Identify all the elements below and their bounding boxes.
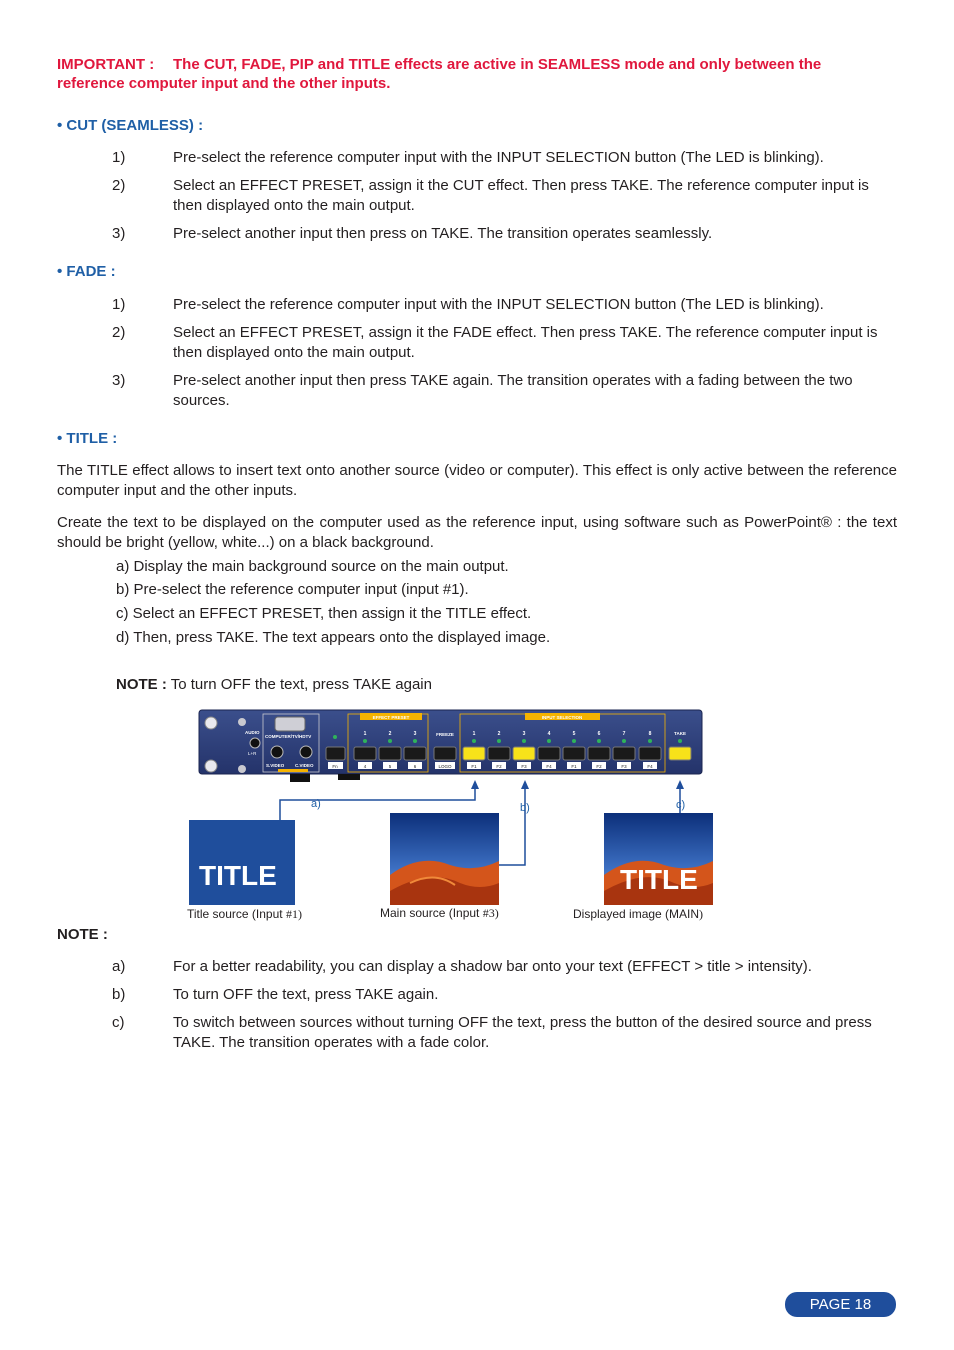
note-item-b [112, 985, 882, 1005]
note-item-text: For a better readability, you can display a shadow bar onto your text (EFFECT > title > intensity). [173, 958, 812, 975]
cut-step-1 [112, 148, 882, 168]
step-number: 1) [112, 296, 126, 313]
caption-2-num: #3) [482, 906, 499, 920]
led [648, 739, 652, 743]
title-heading: • TITLE : [57, 430, 118, 447]
input-number: 8 [648, 731, 652, 737]
caption-2-main: Main source (Input [380, 906, 483, 920]
rack-hole-top [205, 717, 217, 729]
caption-displayed-image [573, 907, 703, 922]
audio-jack [250, 738, 260, 748]
caption-title-source [187, 907, 302, 922]
title-paragraph-2: Create the text to be displayed on the computer used as the reference input, using software such as PowerPoint® : the text should be bright (yellow, white...) on a black background. [57, 514, 897, 551]
fn-button[interactable] [326, 747, 345, 760]
title-source-text: TITLE [199, 860, 277, 891]
note-item-letter: c) [112, 1014, 125, 1031]
input-number: 2 [497, 731, 501, 737]
led [622, 739, 626, 743]
input-tag-label: F1 [471, 764, 477, 769]
step-number: 2) [112, 324, 126, 341]
input-tag-label: F3 [621, 764, 627, 769]
input-selection-button[interactable] [639, 747, 661, 760]
vga-connector [275, 717, 305, 731]
led [363, 739, 367, 743]
svideo-label: S.VIDEO [266, 763, 285, 768]
input-number: 4 [547, 731, 551, 737]
displayed-title-text: TITLE [620, 864, 698, 895]
led [388, 739, 392, 743]
step-text: Select an EFFECT PRESET, assign it the CUT effect. Then press TAKE. The reference computer input is then displayed onto the main output. [173, 177, 869, 214]
led [413, 739, 417, 743]
step-number: 2) [112, 177, 126, 194]
led [522, 739, 526, 743]
audio-label: AUDIO [245, 730, 260, 735]
led [678, 739, 682, 743]
caption-3-main: Displayed image (MAIN [573, 907, 700, 921]
note-item-letter: a) [112, 958, 126, 975]
note-item-text: To turn OFF the text, press TAKE again. [173, 986, 439, 1003]
step-number: 1) [112, 149, 126, 166]
led [597, 739, 601, 743]
led [572, 739, 576, 743]
step-text: Pre-select the reference computer input with the INPUT SELECTION button (The LED is blinking). [173, 149, 824, 166]
arrowhead-c [676, 780, 684, 789]
freeze-label: FREEZE [436, 732, 454, 737]
step-number: 3) [112, 225, 126, 242]
caption-1-main: Title source (Input [187, 907, 286, 921]
title-note-text: To turn OFF the text, press TAKE again [170, 676, 432, 693]
title-note-lead: NOTE : [116, 676, 167, 693]
input-tag-label: F4 [647, 764, 653, 769]
arrowhead-b [521, 780, 529, 789]
led [333, 735, 337, 739]
title-note [116, 676, 432, 693]
led [472, 739, 476, 743]
important-text: The CUT, FADE, PIP and TITLE effects are active in SEAMLESS mode and only between the reference computer input and the other inputs. [57, 56, 822, 92]
main-source-thumbnail [390, 813, 499, 905]
led [547, 739, 551, 743]
fade-step-2 [112, 323, 882, 363]
caption-main-source [380, 906, 499, 921]
input-tag-label: F3 [521, 764, 527, 769]
preset-number: 3 [413, 731, 417, 737]
take-button[interactable] [669, 747, 691, 760]
connector-b [498, 788, 525, 865]
cut-step-3 [112, 224, 882, 244]
input-number: 6 [597, 731, 601, 737]
title-substep-c: c) Select an EFFECT PRESET, then assign it the TITLE effect. [116, 605, 532, 622]
label-a: a) [311, 798, 321, 810]
displayed-image-thumbnail [604, 813, 713, 905]
arrowhead-a [471, 780, 479, 789]
step-text: Pre-select another input then press on TAKE. The transition operates seamlessly. [173, 225, 713, 242]
effect-preset-button[interactable] [404, 747, 426, 760]
input-selection-button[interactable] [538, 747, 560, 760]
note-item-c [112, 1013, 882, 1053]
title-paragraph-1: The TITLE effect allows to insert text onto another source (video or computer). This effect is only active between the reference computer input and the other inputs. [57, 462, 897, 499]
preset-tag-label: 5 [388, 764, 392, 769]
input-number: 1 [472, 731, 476, 737]
preset-number: 1 [363, 731, 367, 737]
fade-step-1 [112, 295, 882, 315]
input-tag-label: F2 [596, 764, 602, 769]
computer-label: COMPUTER/TV/HDTV [265, 734, 312, 739]
note-item-a [112, 957, 882, 977]
led [497, 739, 501, 743]
input-tag-label: F4 [546, 764, 552, 769]
note-heading: NOTE : [57, 926, 108, 943]
input-selection-button[interactable] [563, 747, 585, 760]
title-substep-b: b) Pre-select the reference computer input (input #1). [116, 581, 469, 598]
title-substep-d: d) Then, press TAKE. The text appears onto the displayed image. [116, 629, 551, 646]
input-tag-label: F1 [571, 764, 577, 769]
fade-step-3 [112, 371, 882, 411]
label-c: c) [676, 799, 686, 811]
note-item-letter: b) [112, 986, 126, 1003]
lr-label: L+R [248, 751, 257, 756]
note-item-text: To switch between sources without turning OFF the text, press the button of the desired source and press TAKE. The transition operates with a fade color. [173, 1014, 872, 1051]
step-text: Select an EFFECT PRESET, assign it the FADE effect. Then press TAKE. The reference computer input is then displayed onto the main output. [173, 324, 878, 361]
preset-tag-label: 4 [363, 764, 367, 769]
effect-preset-label: EFFECT PRESET [372, 715, 410, 720]
cut-step-2 [112, 176, 882, 216]
logo-label: LOGO [438, 764, 452, 769]
video-stripe [278, 769, 308, 772]
title-substep-a: a) Display the main background source on the main output. [116, 558, 509, 575]
input-tag-label: F2 [496, 764, 502, 769]
input-number: 5 [572, 731, 576, 737]
input-selection-label: INPUT SELECTION [541, 715, 583, 720]
take-label: TAKE [674, 731, 686, 736]
step-text: Pre-select the reference computer input with the INPUT SELECTION button (The LED is blinking). [173, 296, 824, 313]
important-notice [57, 55, 887, 93]
svideo-jack [271, 746, 283, 758]
preset-number: 2 [388, 731, 392, 737]
input-selection-button[interactable] [588, 747, 610, 760]
step-number: 3) [112, 372, 126, 389]
caption-3-num: ) [699, 907, 704, 921]
device-front-panel [195, 705, 705, 785]
preset-tag-label: 6 [413, 764, 417, 769]
important-lead: IMPORTANT : [57, 56, 155, 73]
screw-bottom [238, 765, 246, 773]
rack-hole-bottom [205, 760, 217, 772]
input-selection-button[interactable] [488, 747, 510, 760]
cut-heading: • CUT (SEAMLESS) : [57, 117, 204, 134]
effect-preset-button[interactable] [379, 747, 401, 760]
label-b: b) [520, 802, 530, 814]
input-number: 3 [522, 731, 526, 737]
fn-label: Fn [332, 764, 338, 769]
step-text: Pre-select another input then press TAKE again. The transition operates with a fading between the two sources. [173, 372, 853, 409]
input-selection-button[interactable] [463, 747, 485, 760]
fade-heading: • FADE : [57, 263, 116, 280]
caption-1-num: #1) [285, 907, 302, 921]
effect-preset-button[interactable] [354, 747, 376, 760]
page-number-badge: PAGE 18 [785, 1292, 896, 1317]
screw-top [238, 718, 246, 726]
input-selection-button[interactable] [513, 747, 535, 760]
title-source-thumbnail [189, 820, 295, 905]
freeze-button[interactable] [434, 747, 456, 760]
cvideo-jack [300, 746, 312, 758]
input-number: 7 [622, 731, 626, 737]
input-selection-button[interactable] [613, 747, 635, 760]
cvideo-label: C.VIDEO [295, 763, 314, 768]
